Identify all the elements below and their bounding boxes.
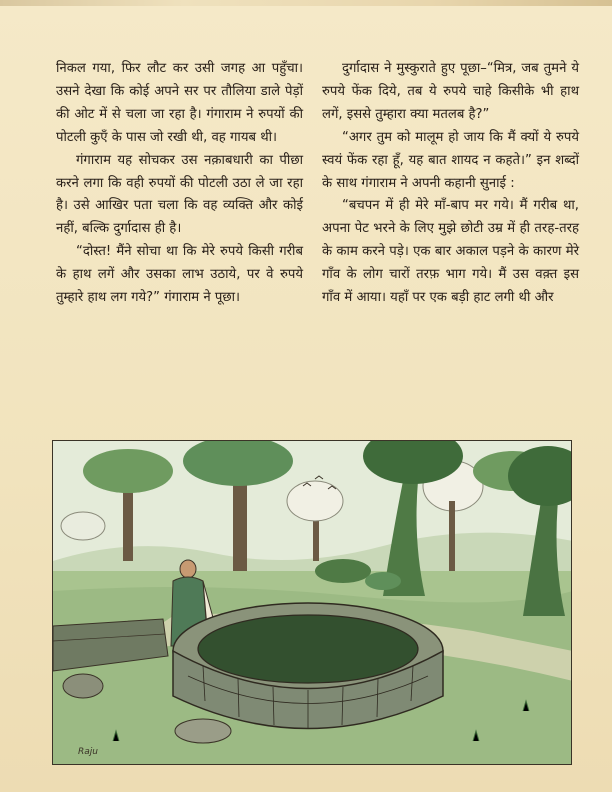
bush xyxy=(365,572,401,590)
artist-signature: Raju xyxy=(78,747,98,757)
well-scene-illustration xyxy=(52,440,572,765)
right-text-column xyxy=(322,58,579,310)
illustration-svg xyxy=(53,441,572,765)
left-paragraph-2: गंगाराम यह सोचकर उस नक़ाबधारी का पीछा करने लगा कि वही रुपयों की पोटली उठा ले जा रहा है। उसे आखिर पता चला कि वह व्यक्ति और कोई नहीं, बल्कि दुर्गादास ही है। xyxy=(56,152,303,237)
rock xyxy=(63,674,103,698)
rock xyxy=(175,719,231,743)
left-paragraph-1: निकल गया, फिर लौट कर उसी जगह आ पहुँचा। उसने देखा कि कोई अपने सर पर तौलिया डाले पेड़ों की ओट में से चला जा रहा है। गंगाराम ने रुपयों की पोटली कुएँ के पास जो रखी थी, वह गायब थी। xyxy=(56,61,303,145)
bush xyxy=(315,559,371,583)
left-paragraph-3: “दोस्त! मैंने सोचा था कि मेरे रुपये किसी गरीब के हाथ लगें और उसका लाभ उठाये, पर वे रुपये तुम्हारे हाथ लग गये?” गंगाराम ने पूछा। xyxy=(56,244,303,306)
page-top-edge xyxy=(0,0,612,6)
left-text-column xyxy=(56,58,303,310)
stone-well xyxy=(173,603,443,729)
right-paragraph-1: दुर्गादास ने मुस्कुराते हुए पूछा–“मित्र, जब तुमने ये रुपये फेंक दिये, तब ये रुपये चाहे किसीके भी हाथ लगें, इससे तुम्हारा क्या मतलब है?” xyxy=(322,61,579,122)
right-paragraph-3: “बचपन में ही मेरे माँ-बाप मर गये। मैं गरीब था, अपना पेट भरने के लिए मुझे छोटी उम्र में ही तरह-तरह के काम करने पड़े। एक बार अकाल पड़ने के कारण मेरे गाँव के लोग चारों तरफ़ भाग गये। मैं उस वक़्त इस गाँव में आया। यहाँ पर एक बड़ी हाट लगी थी और xyxy=(322,198,579,306)
right-paragraph-2: “अगर तुम को मालूम हो जाय कि मैं क्यों ये रुपये स्वयं फेंक रहा हूँ, यह बात शायद न कहते।” इन शब्दों के साथ गंगाराम ने अपनी कहानी सुनाई : xyxy=(322,129,579,191)
